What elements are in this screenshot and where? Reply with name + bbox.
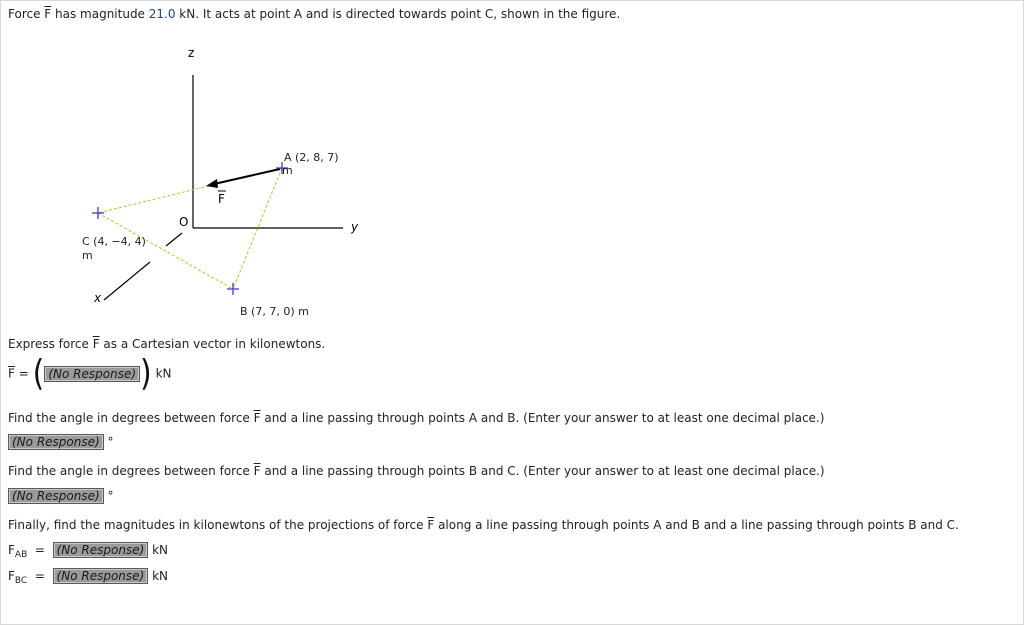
fab-unit: kN [152, 543, 169, 557]
line-cb [98, 213, 233, 289]
intro-text-end: kN. It acts at point A and is directed towards point C, shown in the figure. [175, 7, 621, 21]
force-arrow [214, 169, 280, 184]
q3-prompt-pre: Find the angle in degrees between force [8, 464, 254, 478]
point-c-marker [92, 207, 104, 219]
fbc-response-field[interactable]: (No Response) [53, 568, 149, 584]
q3-answer-row [8, 488, 114, 504]
intro-text: Force [8, 7, 45, 21]
fab-subscript: AB [14, 550, 28, 560]
q4-prompt-post: along a line passing through points A and B and a line passing through points B and C. [434, 518, 959, 532]
q2-response-field[interactable]: (No Response) [8, 434, 104, 450]
force-label: F [218, 192, 225, 206]
q1-response-field[interactable]: (No Response) [44, 366, 140, 382]
q2-answer-row [8, 434, 114, 450]
q3-response-field[interactable]: (No Response) [8, 488, 104, 504]
axis-label-x: x [94, 291, 102, 305]
axis-label-z: z [188, 46, 195, 60]
fab-response-field[interactable]: (No Response) [53, 542, 149, 558]
intro-text-mid: has magnitude [51, 7, 149, 21]
force-magnitude: 21.0 [148, 7, 176, 21]
x-axis-lower [104, 262, 150, 300]
q2-prompt-post: and a line passing through points A and B. (Enter your answer to at least one decimal place.) [260, 411, 825, 425]
point-b-marker [227, 283, 239, 295]
force-symbol: $\overline{F}$ [92, 337, 100, 351]
x-axis-upper [166, 233, 182, 246]
force-symbol: $\overline{F}$ [253, 411, 261, 425]
q1-prompt [8, 337, 325, 351]
force-symbol: $\overline{F}$ [44, 7, 52, 21]
axis-label-y: y [351, 220, 359, 234]
fab-label: F [8, 543, 15, 557]
q1-prompt-post: as a Cartesian vector in kilonewtons. [99, 337, 326, 351]
q3-prompt-post: and a line passing through points B and C. (Enter your answer to at least one decimal place.) [260, 464, 825, 478]
open-paren: ( [32, 352, 45, 395]
fbc-subscript: BC [14, 576, 28, 586]
point-a-label: A (2, 8, 7) [284, 151, 339, 164]
point-b-label: B (7, 7, 0) m [240, 305, 309, 318]
problem-statement [8, 7, 620, 21]
q2-prompt-pre: Find the angle in degrees between force [8, 411, 254, 425]
point-a-unit: m [282, 164, 293, 177]
degree-symbol: ° [107, 435, 114, 449]
q2-prompt [8, 411, 824, 425]
q3-prompt [8, 464, 825, 478]
q4-prompt [8, 518, 959, 532]
fbc-row [8, 568, 168, 584]
degree-symbol: ° [107, 489, 114, 503]
equals-sign: = [34, 569, 45, 583]
equals-sign: = [18, 366, 29, 381]
force-diagram [60, 40, 380, 330]
point-c-unit: m [82, 249, 93, 262]
fab-row [8, 542, 168, 558]
q1-unit: kN [155, 366, 172, 381]
force-symbol: $\overline{F}$ [427, 518, 435, 532]
q1-var: $\overline{F}$ [8, 366, 15, 381]
force-symbol: $\overline{F}$ [253, 464, 261, 478]
q4-prompt-pre: Finally, find the magnitudes in kilonewtons of the projections of force [8, 518, 428, 532]
equals-sign: = [34, 543, 45, 557]
point-c-label: C (4, −4, 4) [82, 235, 146, 248]
q1-prompt-pre: Express force [8, 337, 93, 351]
fbc-label: F [8, 569, 15, 583]
fbc-unit: kN [152, 569, 168, 583]
close-paren: ) [140, 352, 152, 395]
origin-label: O [179, 215, 189, 229]
q1-answer-row [8, 352, 172, 395]
